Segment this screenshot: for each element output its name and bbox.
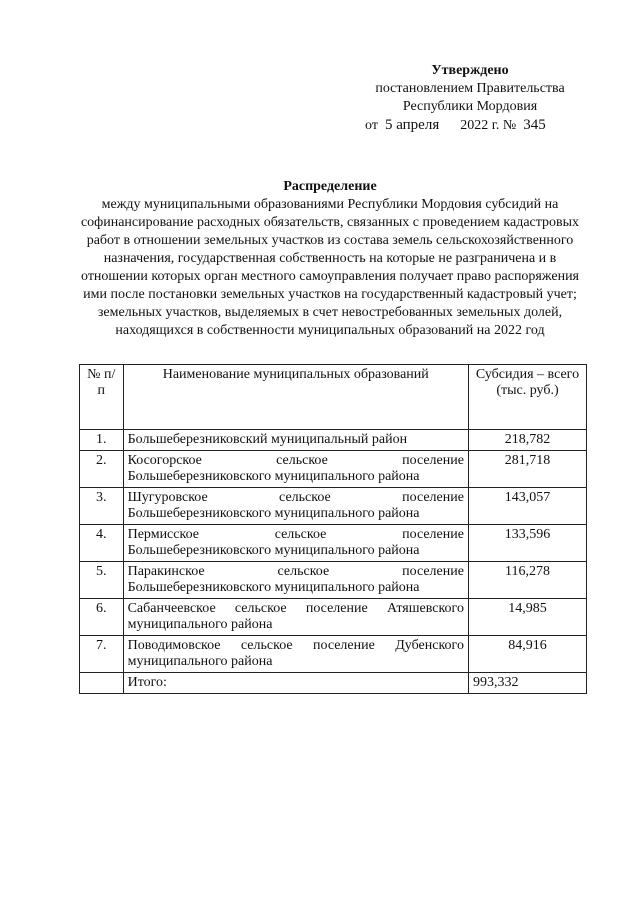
approval-title: Утверждено [431, 63, 509, 78]
table-row [80, 525, 587, 562]
row-name: Паракинское сельское поселение Большеберезниковского муниципального района [123, 562, 468, 599]
table-row [80, 562, 587, 599]
row-sum: 116,278 [468, 562, 586, 599]
table-row [80, 488, 587, 525]
total-label: Итого: [123, 673, 468, 694]
approval-year: 2022 г. № [460, 118, 517, 133]
approval-prefix: от [365, 118, 378, 133]
table-total-row [80, 673, 587, 694]
row-name: Пермисское сельское поселение Большеберезниковского муниципального района [123, 525, 468, 562]
row-num: 7. [80, 636, 124, 673]
row-name: Косогорское сельское поселение Большеберезниковского муниципального района [123, 451, 468, 488]
table-header-row [80, 365, 587, 430]
row-num: 4. [80, 525, 124, 562]
header-sum: Субсидия – всего (тыс. руб.) [468, 365, 586, 430]
header-name: Наименование муниципальных образований [123, 365, 468, 430]
header-num: № п/п [80, 365, 124, 430]
distribution-table [79, 364, 587, 694]
table-row [80, 430, 587, 451]
row-num: 6. [80, 599, 124, 636]
table-row [80, 451, 587, 488]
row-num: 1. [80, 430, 124, 451]
approval-date-line [340, 116, 600, 135]
row-name: Сабанчеевское сельское поселение Атяшевского муниципального района [123, 599, 468, 636]
row-name: Шугуровское сельское поселение Большеберезниковского муниципального района [123, 488, 468, 525]
table-row [80, 636, 587, 673]
total-sum: 993,332 [468, 673, 586, 694]
document-description: между муниципальными образованиями Республики Мордовия субсидий на софинансирование расходных обязательств, связанных с проведением кадастровых работ в отношении земельных участков из состава земель сельскохозяйственного назначения, государственная собственность на которые не разграничена и в отношении которых орган местного самоуправления получает право распоряжения ими после постановки земельных участков на государственный кадастровый учет; земельных участков, выделяемых в счет невостребованных земельных долей, находящихся в собственности муниципальных образований на 2022 год [80, 197, 580, 338]
row-sum: 218,782 [468, 430, 586, 451]
row-sum: 143,057 [468, 488, 586, 525]
row-num: 5. [80, 562, 124, 599]
approval-number: 345 [523, 117, 546, 133]
row-sum: 281,718 [468, 451, 586, 488]
row-name: Поводимовское сельское поселение Дубенского муниципального района [123, 636, 468, 673]
row-sum: 133,596 [468, 525, 586, 562]
document-heading: Распределение [283, 179, 377, 194]
row-sum: 84,916 [468, 636, 586, 673]
row-name: Большеберезниковский муниципальный район [123, 430, 468, 451]
row-sum: 14,985 [468, 599, 586, 636]
row-num: 3. [80, 488, 124, 525]
approval-stamp [340, 62, 600, 135]
approval-day: 5 апреля [384, 117, 440, 133]
table-row [80, 599, 587, 636]
document-title-block [70, 178, 590, 340]
row-num: 2. [80, 451, 124, 488]
approval-line-2: Республики Мордовия [402, 99, 538, 114]
approval-line-1: постановлением Правительства [375, 81, 565, 96]
total-empty-cell [80, 673, 124, 694]
